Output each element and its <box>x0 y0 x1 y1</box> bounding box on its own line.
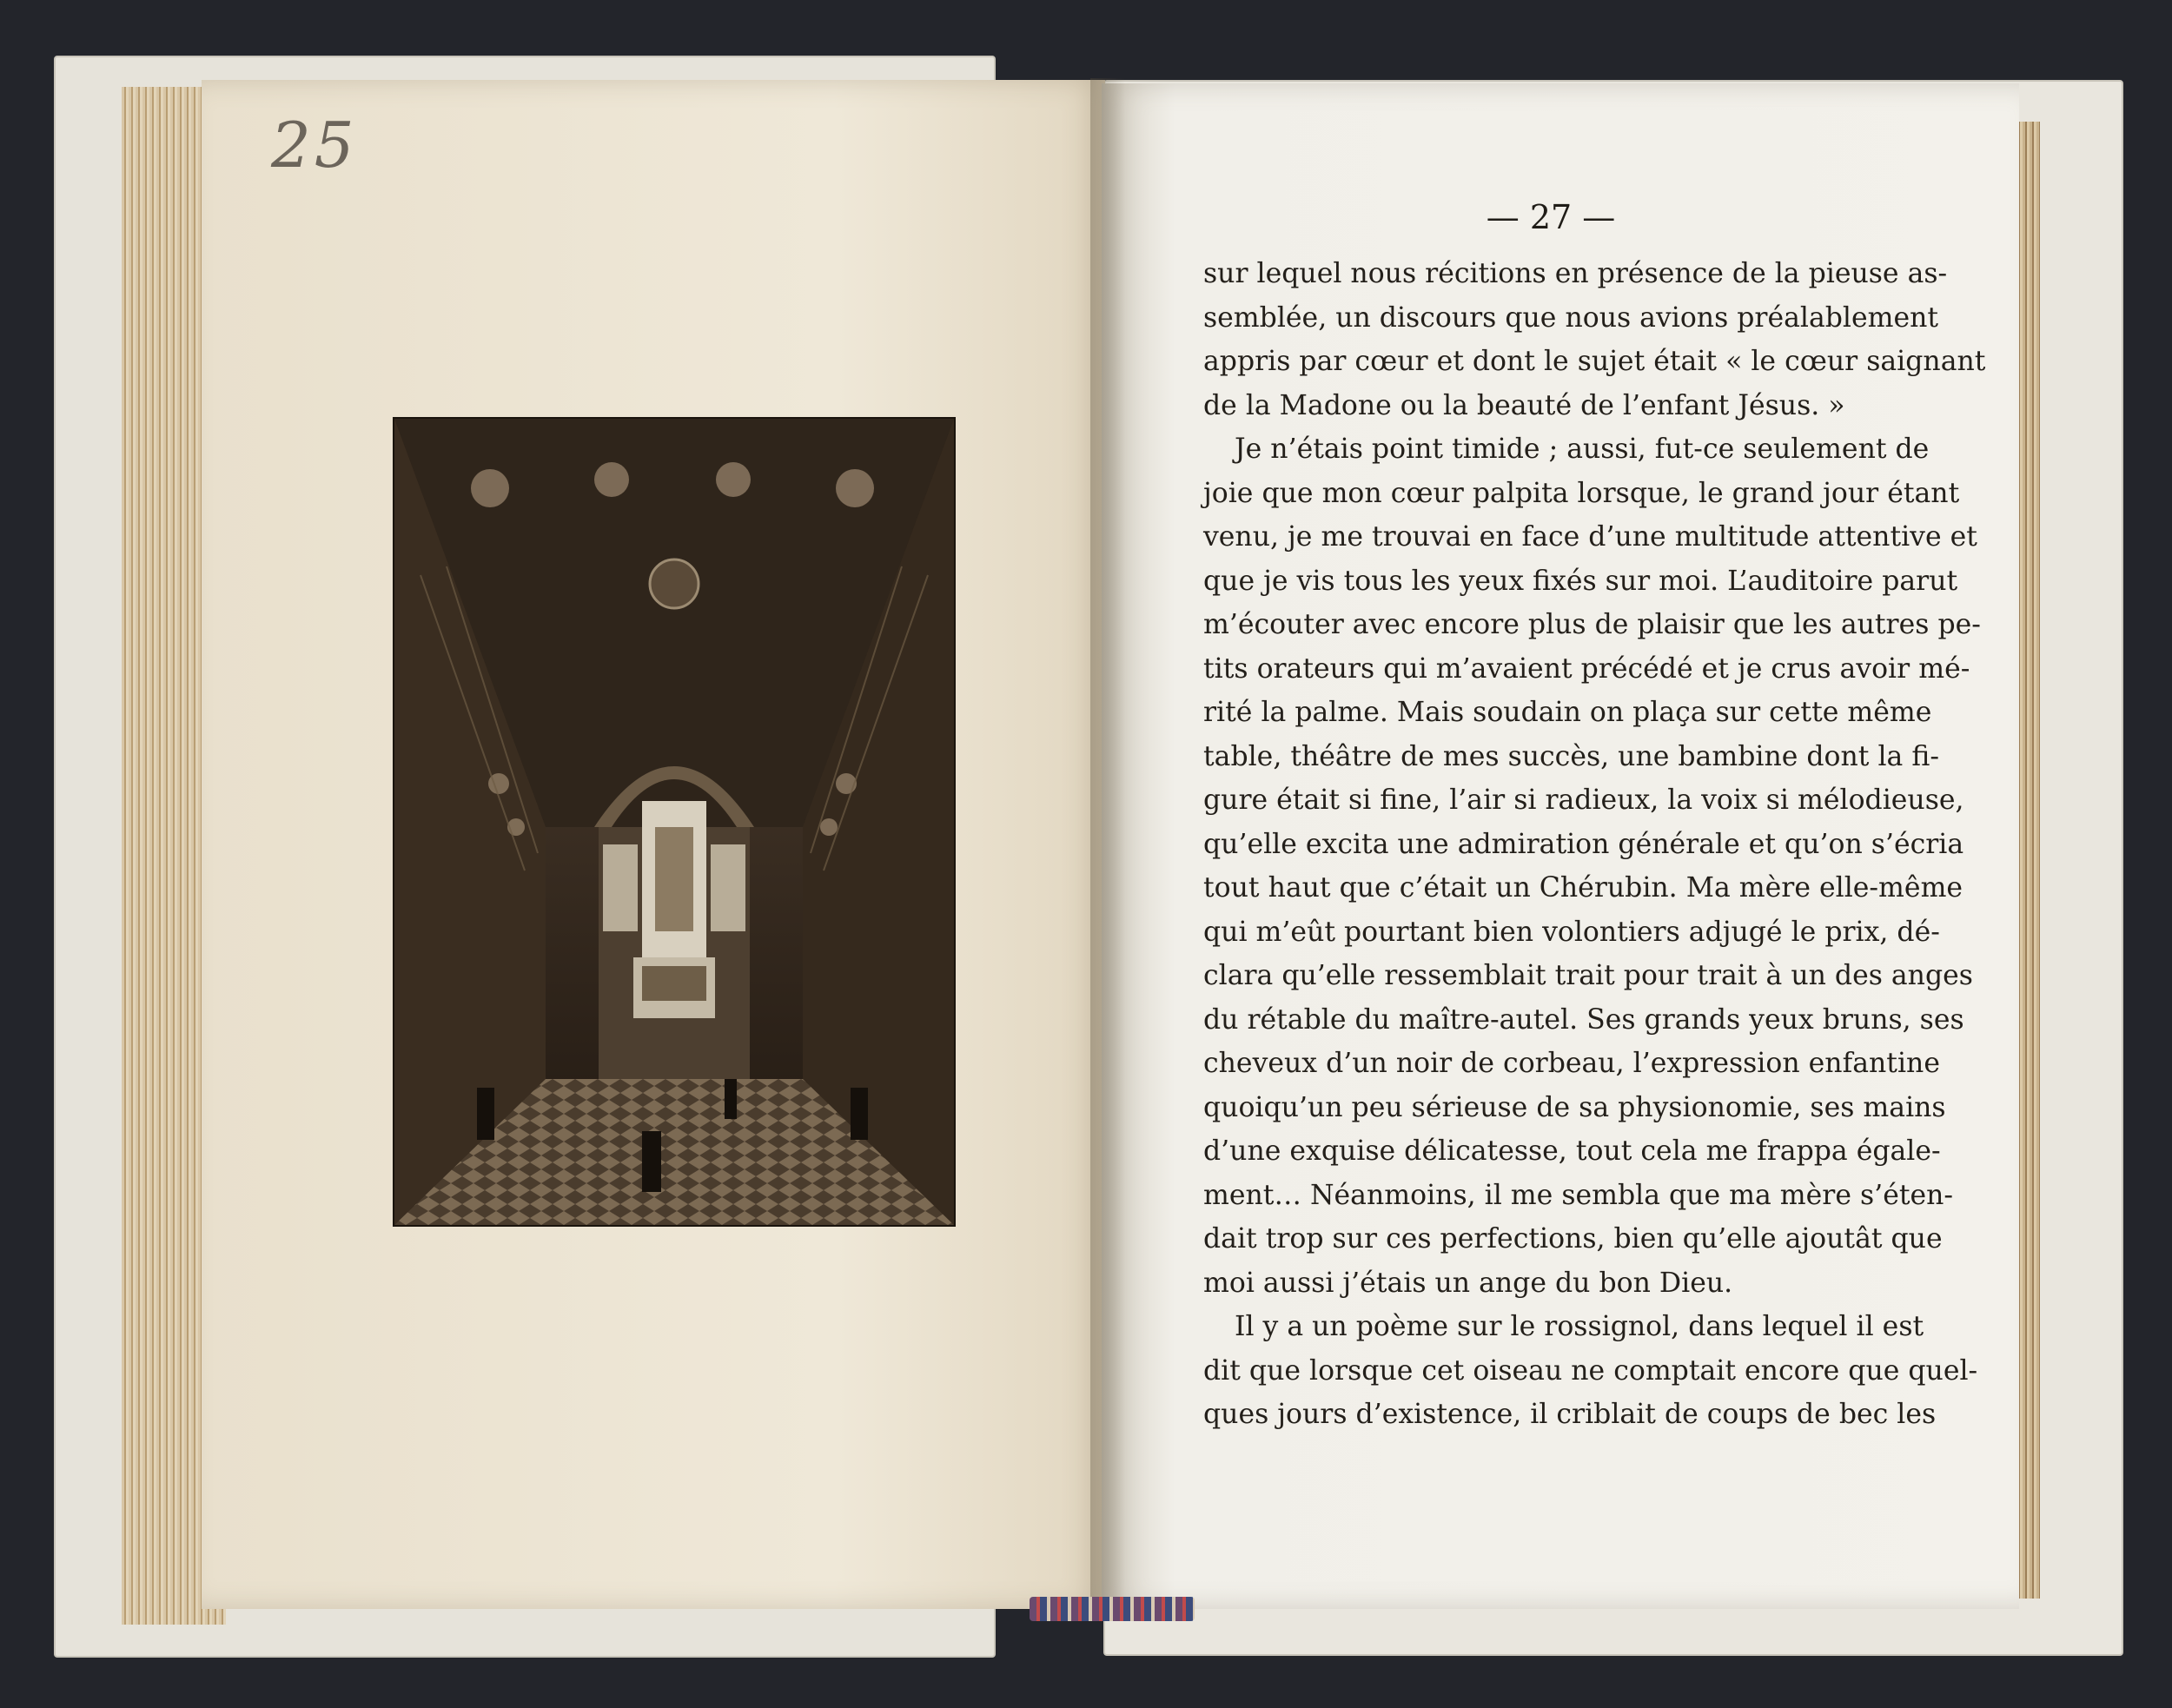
church-interior-photograph-icon <box>394 419 954 1225</box>
text-line: moi aussi j’étais un ange du bon Dieu. <box>1203 1267 1733 1299</box>
text-line: qu’elle excita une admiration générale et qu’on s’écria <box>1203 828 1964 860</box>
spine-shadow <box>1090 78 1125 1616</box>
text-line: ques jours d’existence, il criblait de coups de bec les <box>1203 1399 1937 1430</box>
text-line: dit que lorsque cet oiseau ne comptait encore que quel- <box>1203 1354 1978 1387</box>
text-line: tout haut que c’était un Chérubin. Ma mère elle-même <box>1203 872 1963 904</box>
text-line: dait trop sur ces perfections, bien qu’elle ajoutât que <box>1203 1223 1943 1255</box>
text-line: du rétable du maître-autel. Ses grands yeux bruns, ses <box>1203 1003 1964 1036</box>
text-line: joie que mon cœur palpita lorsque, le grand jour étant <box>1203 477 1960 509</box>
text-line: Il y a un poème sur le rossignol, dans lequel il est <box>1235 1311 1924 1342</box>
page-edges-right <box>2016 122 2040 1599</box>
text-line: que je vis tous les yeux fixés sur moi. L’auditoire parut <box>1203 565 1958 597</box>
text-line: quoiqu’un peu sérieuse de sa physionomie, ses mains <box>1203 1091 1946 1123</box>
text-line: rité la palme. Mais soudain on plaça sur cette même <box>1203 697 1932 728</box>
text-line: appris par cœur et dont le sujet était « le cœur saignant <box>1203 346 1986 377</box>
text-line: semblée, un discours que nous avions préalablement <box>1203 301 1939 334</box>
page-number: — 27 — <box>1486 198 1616 236</box>
text-line: cheveux d’un noir de corbeau, l’expression enfantine <box>1203 1048 1940 1079</box>
text-line: tits orateurs qui m’avaient précédé et je crus avoir mé- <box>1203 652 1970 685</box>
text-line: sur lequel nous récitions en présence de la pieuse as- <box>1203 258 1948 289</box>
text-line: table, théâtre de mes succès, une bambine dont la fi- <box>1203 740 1939 772</box>
text-line: d’une exquise délicatesse, tout cela me frappa égale- <box>1203 1135 1941 1167</box>
text-line: qui m’eût pourtant bien volontiers adjugé le prix, dé- <box>1203 916 1940 948</box>
text-line: gure était si fine, l’air si radieux, la voix si mélodieuse, <box>1203 784 1964 816</box>
text-line: ment… Néanmoins, il me sembla que ma mère s’éten- <box>1203 1179 1954 1211</box>
body-text <box>1203 252 1986 1437</box>
handwritten-shelfmark: 25 <box>271 109 358 182</box>
text-line: Je n’étais point timide ; aussi, fut-ce seulement de <box>1235 434 1930 465</box>
bookmark-ribbon <box>1030 1597 1195 1621</box>
text-line: clara qu’elle ressemblait trait pour trait à un des anges <box>1203 960 1973 991</box>
text-line: venu, je me trouvai en face d’une multitude attentive et <box>1203 521 1977 553</box>
text-line: m’écouter avec encore plus de plaisir que les autres pe- <box>1203 609 1981 640</box>
text-line: de la Madone ou la beauté de l’enfant Jésus. » <box>1203 389 1845 421</box>
photograph-plate <box>393 417 956 1227</box>
